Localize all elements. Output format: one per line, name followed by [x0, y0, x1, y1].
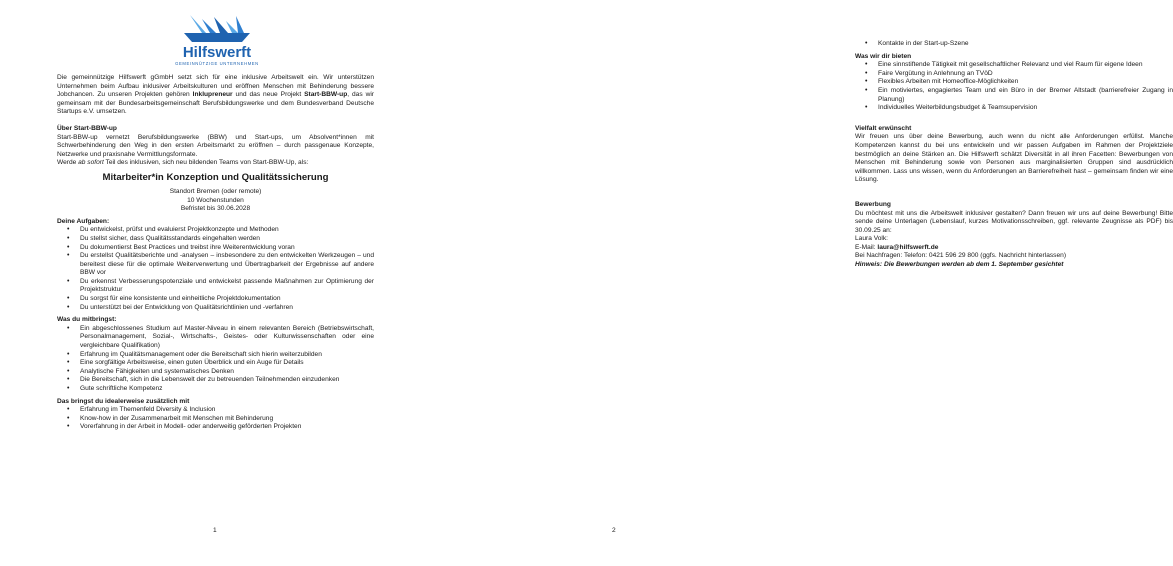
list-item: • Ein motiviertes, engagiertes Team und ein Büro in der Bremer Altstadt (barrierefreier Zugang in Planung) — [855, 87, 1173, 104]
list-item: • Du unterstützt bei der Entwicklung von Qualitätsrichtlinien und -verfahren — [57, 304, 374, 313]
apply-text: Du möchtest mit uns die Arbeitswelt inklusiver gestalten? Dann freuen wir uns auf deine Bewerbung! Bitte sende deine Unterlagen (Lebenslauf, kurzes Motivationsschreiben, ggf. relevante Zeugnisse als PDF) bis 30.09.25 an: — [855, 209, 1173, 234]
email-link[interactable]: laura@hilfswerft.de — [877, 243, 939, 251]
offer-heading: Was wir dir bieten — [855, 52, 912, 60]
contact-email: E-Mail: laura@hilfswerft.de — [855, 243, 939, 251]
job-deadline: Befristet bis 30.06.2028 — [180, 205, 251, 213]
hilfswerft-logo — [172, 13, 262, 69]
list-item: • Du erkennst Verbesserungspotenziale und entwickelst passende Maßnahmen zur Optimierung der Projektstruktur — [57, 278, 374, 295]
list-item: • Eine sinnstiftende Tätigkeit mit gesellschaftlicher Relevanz und viel Raum für eigene Ideen — [855, 61, 1173, 70]
page-number: 1 — [213, 527, 217, 534]
list-item: • Erfahrung im Qualitätsmanagement oder die Bereitschaft sich hierin weiterzubilden — [57, 351, 374, 360]
contact-phone: Bei Nachfragen: Telefon: 0421 596 29 800 (ggfs. Nachricht hinterlassen) — [855, 252, 1067, 260]
page-1 — [0, 0, 400, 566]
ideal-list — [57, 406, 374, 432]
job-location: Standort Bremen (oder remote) — [169, 187, 262, 195]
page-number: 2 — [612, 527, 616, 534]
tasks-heading: Deine Aufgaben: — [57, 217, 110, 225]
list-item: • Du dokumentierst Best Practices und treibst ihre Weiterentwicklung voran — [57, 244, 374, 253]
list-item: • Eine sorgfältige Arbeitsweise, einen guten Überblick und ein Auge für Details — [57, 359, 374, 368]
apply-hint: Hinweis: Die Bewerbungen werden ab dem 1. September gesichtet — [855, 261, 1064, 269]
paper-boat-icon — [172, 13, 262, 69]
list-item: • Du erstellst Qualitätsberichte und -analysen – insbesondere zu den entwickelten Werkzeugen – und bereitest diese für die optimale Weiterverwertung und Übertragbarkeit der Ergebnisse auf andere BBW vor — [57, 252, 374, 278]
list-item: • Know-how in der Zusammenarbeit mit Menschen mit Behinderung — [57, 415, 374, 424]
contact-name: Laura Volk: — [855, 235, 888, 243]
apply-heading: Bewerbung — [855, 200, 891, 208]
svg-text:GEMEINNÜTZIGE UNTERNEHMEN: GEMEINNÜTZIGE UNTERNEHMEN — [175, 61, 259, 66]
list-item: • Du sorgst für eine konsistente und einheitliche Projektdokumentation — [57, 295, 374, 304]
list-item: • Ein abgeschlossenes Studium auf Master-Niveau in einem relevanten Bereich (Betriebswirtschaft, Personalmanagement, Sozial-, Wirtschafts-, Geistes- oder Kulturwissenschaften oder eine vergleichbare Qualifikation) — [57, 325, 374, 351]
job-hours: 10 Wochenstunden — [187, 196, 244, 204]
list-item: • Faire Vergütung in Anlehnung an TVöD — [855, 70, 1173, 79]
tasks-list — [57, 226, 374, 312]
list-item: • Erfahrung im Themenfeld Diversity & Inclusion — [57, 406, 374, 415]
list-item: • Du entwickelst, prüfst und evaluierst Projektkonzepte und Methoden — [57, 226, 374, 235]
diversity-text: Wir freuen uns über deine Bewerbung, auch wenn du nicht alle Anforderungen erfüllst. Manche Kompetenzen kannst du bei uns entwickeln und wir passen Aufgaben im Rahmen der Projektziele bestmöglich an deine Stärken an. Die Hilfswerft schätzt Diversität in all ihren Facetten: Bewerbungen von Menschen mit Behinderung sowie von Personen aus marginalisierten Gruppen sind ausdrücklich willkommen. Lass uns wissen, wenn du Anforderungen an Barrierefreiheit hast – gemeinsam finden wir eine Lösung. — [855, 133, 1173, 184]
job-title: Mitarbeiter*in Konzeption und Qualitätssicherung — [102, 171, 329, 183]
list-item: • Kontakte in der Start-up-Szene — [855, 40, 1173, 49]
offer-list — [855, 61, 1173, 113]
page-2 — [400, 0, 1173, 566]
bring-list — [57, 325, 374, 394]
list-item: • Du stellst sicher, dass Qualitätsstandards eingehalten werden — [57, 235, 374, 244]
about-text: Start-BBW-up vernetzt Berufsbildungswerke (BBW) und Start-ups, um Absolvent*innen mit Schwerbehinderung den Weg in den ersten Arbeitsmarkt zu eröffnen – durch passgenaue Konzepte, Netzwerke und praxisnahe Vermittlungsformate. — [57, 133, 374, 158]
list-item: • Vorerfahrung in der Arbeit in Modell- oder anderweitig geförderten Projekten — [57, 423, 374, 432]
list-item: • Gute schriftliche Kompetenz — [57, 385, 374, 394]
about-heading: Über Start-BBW-up — [57, 124, 117, 132]
diversity-heading: Vielfalt erwünscht — [855, 124, 912, 132]
join-text: Werde ab sofort Teil des inklusiven, sich neu bildenden Teams von Start-BBW-Up, als: — [57, 159, 309, 167]
continued-list — [855, 40, 1173, 49]
list-item: • Flexibles Arbeiten mit Homeoffice-Möglichkeiten — [855, 78, 1173, 87]
list-item: • Die Bereitschaft, sich in die Lebenswelt der zu betreuenden Teilnehmenden einzudenken — [57, 376, 374, 385]
bring-heading: Was du mitbringst: — [57, 316, 117, 324]
list-item: • Analytische Fähigkeiten und systematisches Denken — [57, 368, 374, 377]
intro-paragraph: Die gemeinnützige Hilfswerft gGmbH setzt sich für eine inklusive Arbeitswelt ein. Wir unterstützen Unternehmen beim Aufbau inklusiver Arbeitskulturen und eröffnen Menschen mit Behinderung bessere Jobchancen. Zu unseren Projekten gehören Inklupreneur und das neue Projekt Start-BBW-up, das wir gemeinsam mit der Bundesarbeitsgemeinschaft Berufsbildungswerke und dem Bundesverband Deutsche Startups e.V. umsetzen. — [57, 74, 374, 116]
list-item: • Individuelles Weiterbildungsbudget & Teamsupervision — [855, 104, 1173, 113]
ideal-heading: Das bringst du idealerweise zusätzlich mit — [57, 397, 190, 405]
svg-text:Hilfswerft: Hilfswerft — [182, 44, 252, 61]
